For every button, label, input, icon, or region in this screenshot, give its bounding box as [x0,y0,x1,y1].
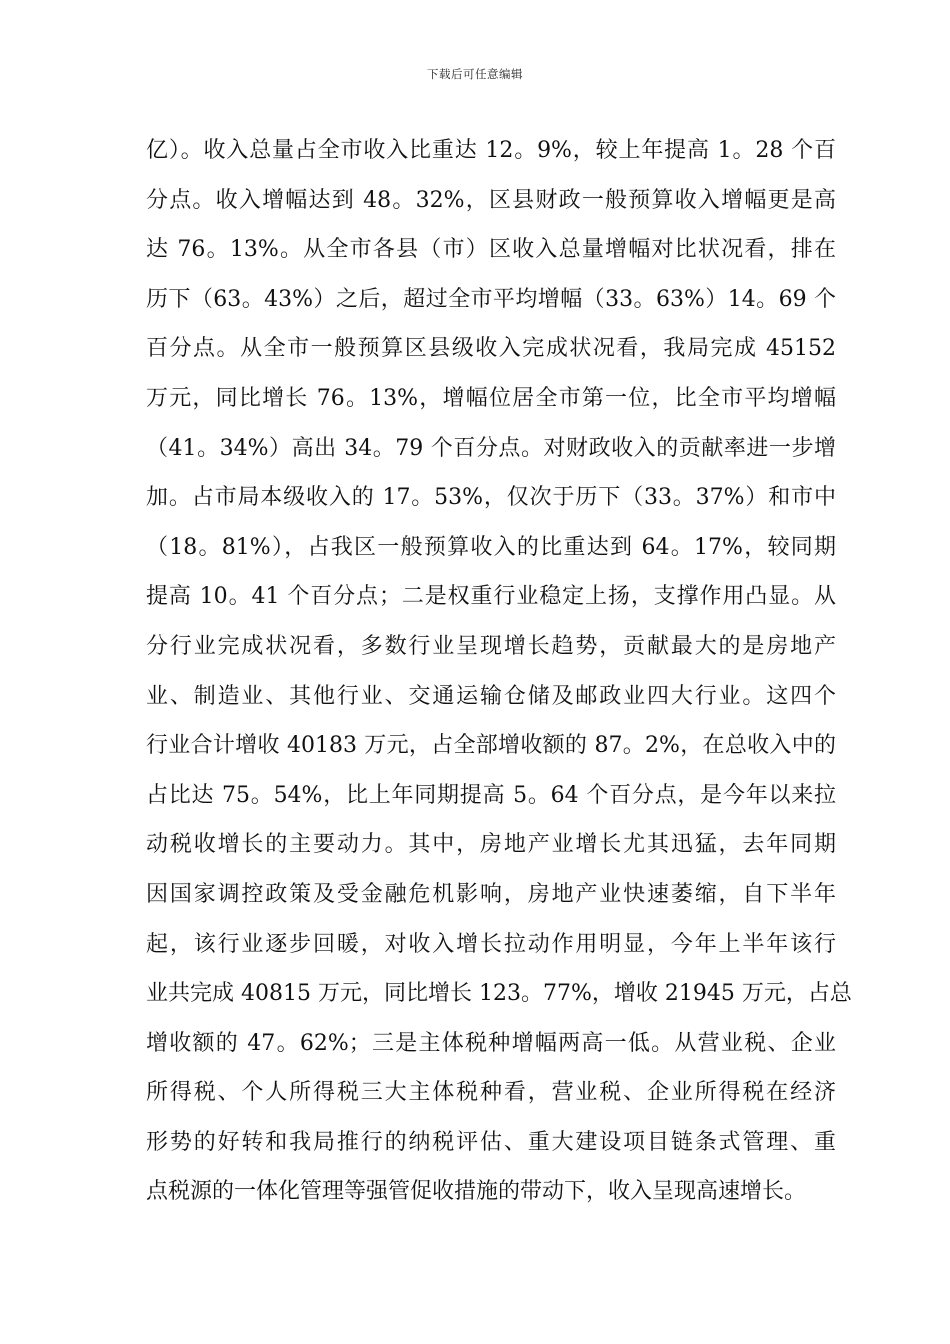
text-line: 形势的好转和我局推行的纳税评估、重大建设项目链条式管理、重 [146,1129,836,1155]
text-line: 占比达 75。54%，比上年同期提高 5。64 个百分点，是今年以来拉 [146,782,836,808]
text-line: 所得税、个人所得税三大主体税种看，营业税、企业所得税在经济 [146,1080,836,1106]
page-header: 下载后可任意编辑 [427,67,523,81]
text-line: 增收额的 47。62%；三是主体税种增幅两高一低。从营业税、企业 [146,1030,836,1056]
text-line: （18。81%），占我区一般预算收入的比重达到 64。17%，较同期 [146,534,836,560]
text-line: 动税收增长的主要动力。其中，房地产业增长尤其迅猛，去年同期 [146,832,836,858]
text-line: 因国家调控政策及受金融危机影响，房地产业快速萎缩，自下半年 [146,881,836,907]
text-line: 历下（63。43%）之后，超过全市平均增幅（33。63%）14。69 个 [146,286,836,312]
text-line: 分点。收入增幅达到 48。32%，区县财政一般预算收入增幅更是高 [146,187,836,213]
text-line: 百分点。从全市一般预算区县级收入完成状况看，我局完成 45152 [146,336,836,362]
text-line: 点税源的一体化管理等强管促收措施的带动下，收入呈现高速增长。 [146,1179,807,1205]
text-line: 亿）。收入总量占全市收入比重达 12。9%，较上年提高 1。28 个百 [146,138,836,163]
text-line: （41。34%）高出 34。79 个百分点。对财政收入的贡献率进一步增 [146,435,836,461]
text-line: 业共完成 40815 万元，同比增长 123。77%，增收 21945 万元，占总 [146,981,852,1007]
text-line: 万元，同比增长 76。13%，增幅位居全市第一位，比全市平均增幅 [146,385,836,411]
text-line: 提高 10。41 个百分点；二是权重行业稳定上扬，支撑作用凸显。从 [146,584,836,610]
text-line: 业、制造业、其他行业、交通运输仓储及邮政业四大行业。这四个 [146,683,836,709]
text-line: 行业合计增收 40183 万元，占全部增收额的 87。2%，在总收入中的 [146,733,836,759]
document-body [146,132,852,1223]
text-line: 达 76。13%。从全市各县（市）区收入总量增幅对比状况看，排在 [146,237,836,263]
text-line: 加。占市局本级收入的 17。53%，仅次于历下（33。37%）和市中 [146,485,836,511]
text-line: 分行业完成状况看，多数行业呈现增长趋势，贡献最大的是房地产 [146,633,836,659]
text-line: 起，该行业逐步回暖，对收入增长拉动作用明显，今年上半年该行 [146,931,836,957]
